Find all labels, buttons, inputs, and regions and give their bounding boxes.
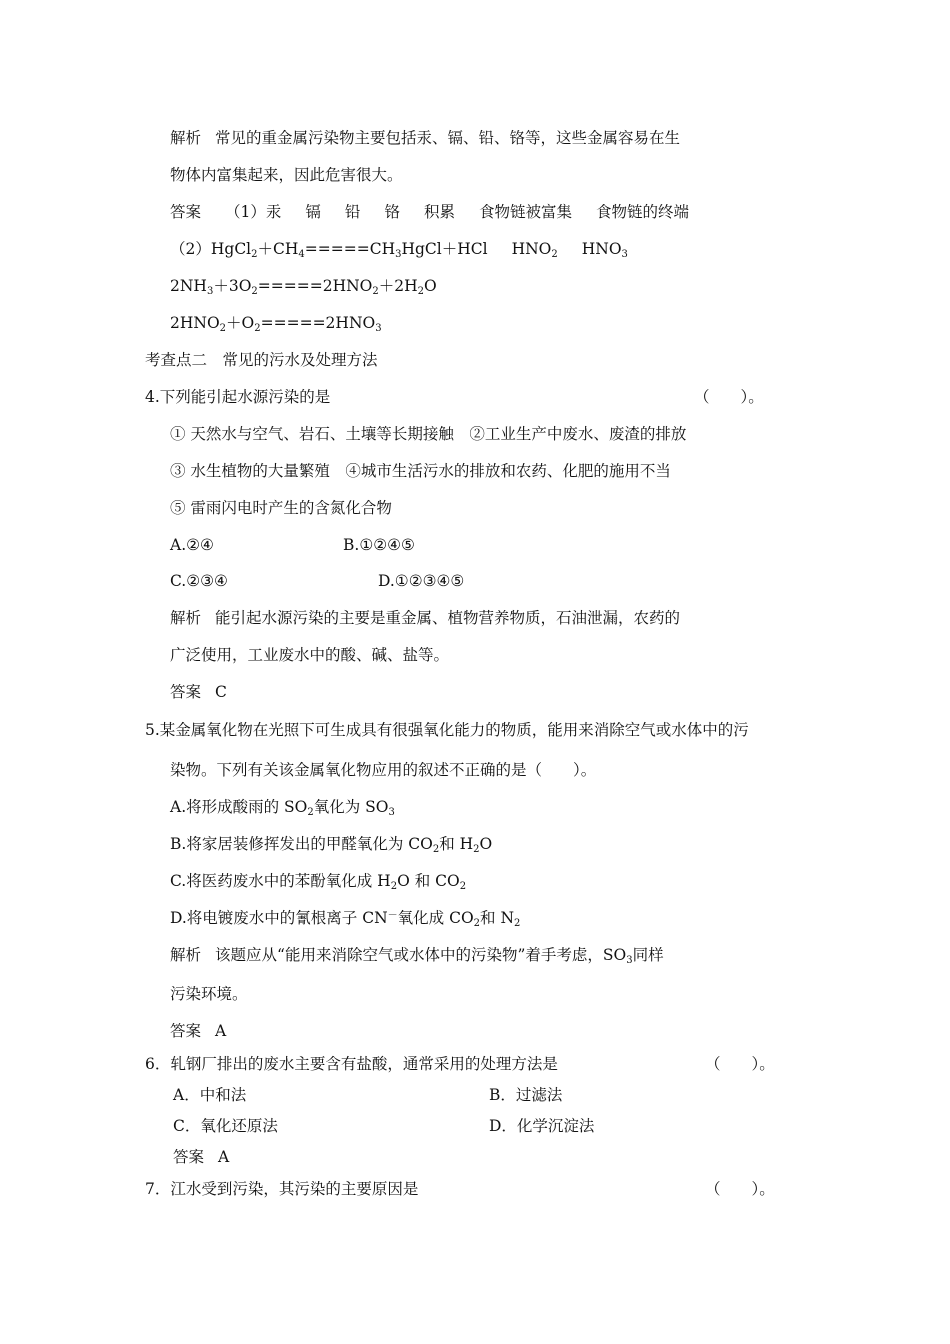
q3-analysis-line2: 物体内富集起来，因此危害很大。 [170, 166, 403, 184]
answer-label: 答案 [170, 683, 202, 701]
q5-analysis-line1: 解析 该题应从“能用来消除空气或水体中的污染物”着手考虑，$SO_3$同样 [170, 946, 664, 966]
q4-answer: 答案 C [170, 683, 227, 701]
q6-answer-blank: （ ）。 [705, 1055, 775, 1073]
q5-analysis-line2: 污染环境。 [170, 985, 248, 1003]
q5-answer: 答案 A [170, 1022, 227, 1040]
q4-analysis-line2: 广泛使用，工业废水中的酸、碱、盐等。 [170, 646, 450, 664]
q3-answer-equation-2: $2NH_3+3O_2=====2HNO_2+2H_2O$ [170, 277, 437, 297]
section-title: 考查点二 常见的污水及处理方法 [145, 351, 378, 369]
q4-option-b: B.①②④⑤ [343, 536, 415, 554]
q4-option-c: C.②③④ [170, 572, 228, 590]
q3-analysis-line1: 解析 常见的重金属污染物主要包括汞、镉、铅、铬等，这些金属容易在生 [170, 129, 681, 147]
q3-answer-equation-1: $(2)HgCl_2+CH_4=====CH_3HgCl+HCl$ $HNO_2$ $HNO_3$ [170, 240, 628, 260]
q4-items-line2: ③ 水生植物的大量繁殖 ④城市生活污水的排放和农药、化肥的施用不当 [170, 462, 671, 480]
q5-stem-line2: 染物。下列有关该金属氧化物应用的叙述不正确的是（ ）。 [170, 761, 597, 779]
q7-answer-blank: （ ）。 [705, 1180, 775, 1198]
q6-option-a: A．中和法 [173, 1086, 247, 1104]
q5-stem-line1: 5.某金属氧化物在光照下可生成具有很强氧化能力的物质，能用来消除空气或水体中的污 [145, 721, 749, 739]
q4-items-line1: ① 天然水与空气、岩石、土壤等长期接触 ②工业生产中废水、废渣的排放 [170, 425, 687, 443]
answer-label: 答案 [170, 1022, 202, 1040]
analysis-label: 解析 [170, 129, 202, 147]
q6-stem: 6．轧钢厂排出的废水主要含有盐酸，通常采用的处理方法是 [145, 1055, 558, 1073]
q4-stem: 4.下列能引起水源污染的是 [145, 388, 331, 406]
analysis-label: 解析 [170, 946, 202, 964]
q5-option-d: D.将电镀废水中的氰根离子 CN－氧化成 $CO_2$和 $N_2$ [170, 909, 521, 929]
answer-label: 答案 [173, 1148, 205, 1166]
q6-option-c: C．氧化还原法 [173, 1117, 278, 1135]
answer-label: 答案 [170, 203, 202, 221]
q5-option-b: B.将家居装修挥发出的甲醛氧化为 $CO_2$和 $H_2O$ [170, 835, 493, 855]
analysis-label: 解析 [170, 609, 202, 627]
q5-option-a: A.将形成酸雨的 $SO_2$氧化为 $SO_3$ [170, 798, 395, 818]
q4-option-a: A.②④ [170, 536, 214, 554]
q4-analysis-line1: 解析 能引起水源污染的主要是重金属、植物营养物质，石油泄漏，农药的 [170, 609, 681, 627]
q5-option-c: C.将医药废水中的苯酚氧化成 $H_2O$ 和 $CO_2$ [170, 872, 467, 892]
q6-option-d: D．化学沉淀法 [489, 1117, 595, 1135]
q3-answer-equation-3: $2HNO_2+O_2=====2HNO_3$ [170, 314, 382, 334]
q3-answer-line1: 答案 （1）汞 镉 铅 铬 积累 食物链被富集 食物链的终端 [170, 203, 689, 221]
q6-answer: 答案 A [173, 1148, 230, 1166]
q6-option-b: B．过滤法 [489, 1086, 563, 1104]
q4-answer-blank: （ ）。 [694, 388, 764, 406]
q4-option-d: D.①②③④⑤ [378, 572, 465, 590]
q7-stem: 7．江水受到污染，其污染的主要原因是 [145, 1180, 419, 1198]
q4-items-line3: ⑤ 雷雨闪电时产生的含氮化合物 [170, 499, 392, 517]
